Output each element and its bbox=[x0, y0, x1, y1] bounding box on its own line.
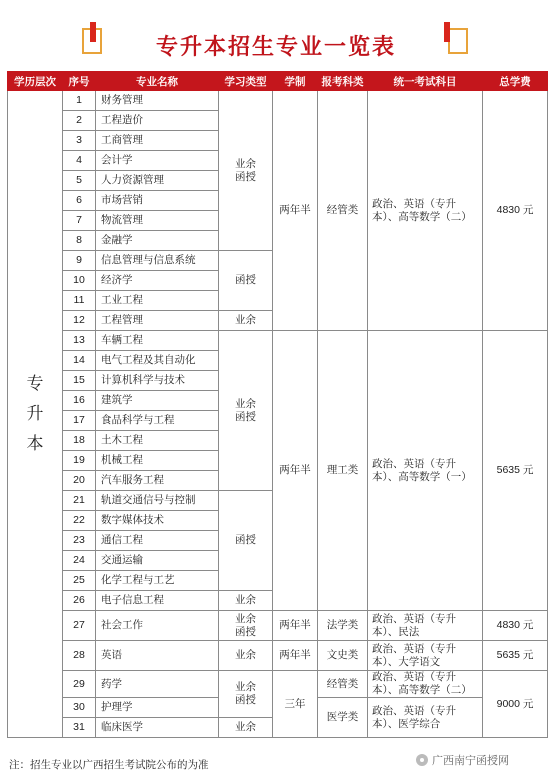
table-row bbox=[8, 91, 548, 111]
row-major: 英语 bbox=[96, 641, 219, 671]
row-major: 物流管理 bbox=[96, 211, 219, 231]
duration-cell: 两年半 bbox=[273, 331, 318, 611]
exam-cell: 政治、英语（专升本）、高等数学（二） bbox=[368, 671, 483, 698]
category-cell: 理工类 bbox=[318, 331, 368, 611]
row-major: 会计学 bbox=[96, 151, 219, 171]
row-no: 11 bbox=[63, 291, 96, 311]
footer-note: 注：招生专业以广西招生考试院公布的为准 bbox=[9, 759, 209, 771]
row-no: 21 bbox=[63, 491, 96, 511]
exam-cell: 政治、英语（专升本）、医学综合 bbox=[368, 698, 483, 738]
study-type-cell: 业余函授 bbox=[219, 331, 273, 491]
row-major: 食品科学与工程 bbox=[96, 411, 219, 431]
row-no: 8 bbox=[63, 231, 96, 251]
wechat-icon bbox=[416, 754, 428, 766]
row-no: 31 bbox=[63, 718, 96, 738]
category-cell: 经管类 bbox=[318, 671, 368, 698]
row-major: 信息管理与信息系统 bbox=[96, 251, 219, 271]
row-no: 17 bbox=[63, 411, 96, 431]
header-category: 报考科类 bbox=[318, 72, 368, 91]
row-no: 29 bbox=[63, 671, 96, 698]
row-no: 2 bbox=[63, 111, 96, 131]
row-major: 工程造价 bbox=[96, 111, 219, 131]
row-major: 建筑学 bbox=[96, 391, 219, 411]
duration-cell: 两年半 bbox=[273, 641, 318, 671]
title-decoration-right bbox=[438, 18, 478, 60]
row-no: 13 bbox=[63, 331, 96, 351]
row-major: 机械工程 bbox=[96, 451, 219, 471]
row-no: 18 bbox=[63, 431, 96, 451]
level-cell bbox=[8, 91, 63, 738]
table-row bbox=[8, 611, 548, 641]
row-major: 电子信息工程 bbox=[96, 591, 219, 611]
row-major: 工业工程 bbox=[96, 291, 219, 311]
header-study-type: 学习类型 bbox=[219, 72, 273, 91]
row-no: 28 bbox=[63, 641, 96, 671]
row-no: 19 bbox=[63, 451, 96, 471]
study-type-cell: 业余函授 bbox=[219, 611, 273, 641]
row-no: 12 bbox=[63, 311, 96, 331]
row-no: 23 bbox=[63, 531, 96, 551]
majors-table bbox=[7, 71, 548, 738]
row-no: 7 bbox=[63, 211, 96, 231]
study-type-cell: 业余 bbox=[219, 591, 273, 611]
watermark-text: 广西南宁函授网 bbox=[432, 755, 509, 767]
duration-cell: 两年半 bbox=[273, 611, 318, 641]
row-major: 数字媒体技术 bbox=[96, 511, 219, 531]
row-no: 3 bbox=[63, 131, 96, 151]
row-no: 5 bbox=[63, 171, 96, 191]
level-text: 专升本 bbox=[26, 374, 44, 453]
row-major: 护理学 bbox=[96, 698, 219, 718]
row-no: 14 bbox=[63, 351, 96, 371]
exam-cell: 政治、英语（专升本）、高等数学（二） bbox=[368, 91, 483, 331]
exam-cell: 政治、英语（专升本）、高等数学（一） bbox=[368, 331, 483, 611]
exam-cell: 政治、英语（专升本）、大学语文 bbox=[368, 641, 483, 671]
study-type-cell: 函授 bbox=[219, 491, 273, 591]
row-no: 27 bbox=[63, 611, 96, 641]
header-major: 专业名称 bbox=[96, 72, 219, 91]
row-major: 工程管理 bbox=[96, 311, 219, 331]
table-row bbox=[8, 331, 548, 351]
fee-cell: 4830 元 bbox=[483, 611, 548, 641]
study-type-cell: 业余函授 bbox=[219, 671, 273, 718]
study-type-cell: 业余 bbox=[219, 718, 273, 738]
row-major: 计算机科学与技术 bbox=[96, 371, 219, 391]
row-major: 交通运输 bbox=[96, 551, 219, 571]
table-header-row bbox=[8, 72, 548, 91]
row-major: 临床医学 bbox=[96, 718, 219, 738]
page-title: 专升本招生专业一览表 bbox=[155, 34, 396, 59]
row-major: 金融学 bbox=[96, 231, 219, 251]
row-major: 汽车服务工程 bbox=[96, 471, 219, 491]
study-type-cell: 业余 bbox=[219, 641, 273, 671]
fee-cell: 5635 元 bbox=[483, 641, 548, 671]
row-no: 16 bbox=[63, 391, 96, 411]
duration-cell: 两年半 bbox=[273, 91, 318, 331]
header-exam: 统一考试科目 bbox=[368, 72, 483, 91]
row-no: 1 bbox=[63, 91, 96, 111]
row-major: 药学 bbox=[96, 671, 219, 698]
row-major: 经济学 bbox=[96, 271, 219, 291]
row-no: 24 bbox=[63, 551, 96, 571]
row-major: 电气工程及其自动化 bbox=[96, 351, 219, 371]
table-row bbox=[8, 641, 548, 671]
study-type-cell: 业余 bbox=[219, 311, 273, 331]
row-no: 25 bbox=[63, 571, 96, 591]
row-no: 22 bbox=[63, 511, 96, 531]
row-no: 26 bbox=[63, 591, 96, 611]
row-no: 20 bbox=[63, 471, 96, 491]
watermark bbox=[416, 752, 509, 768]
row-no: 9 bbox=[63, 251, 96, 271]
title-area bbox=[0, 18, 552, 68]
row-major: 通信工程 bbox=[96, 531, 219, 551]
row-major: 土木工程 bbox=[96, 431, 219, 451]
header-no: 序号 bbox=[63, 72, 96, 91]
table-row bbox=[8, 671, 548, 698]
header-duration: 学制 bbox=[273, 72, 318, 91]
study-type-cell: 函授 bbox=[219, 251, 273, 311]
category-cell: 医学类 bbox=[318, 698, 368, 738]
row-major: 社会工作 bbox=[96, 611, 219, 641]
row-no: 15 bbox=[63, 371, 96, 391]
row-major: 财务管理 bbox=[96, 91, 219, 111]
row-major: 轨道交通信号与控制 bbox=[96, 491, 219, 511]
row-no: 4 bbox=[63, 151, 96, 171]
category-cell: 法学类 bbox=[318, 611, 368, 641]
duration-cell: 三年 bbox=[273, 671, 318, 738]
row-major: 工商管理 bbox=[96, 131, 219, 151]
study-type-cell: 业余函授 bbox=[219, 91, 273, 251]
row-major: 市场营销 bbox=[96, 191, 219, 211]
category-cell: 文史类 bbox=[318, 641, 368, 671]
row-no: 30 bbox=[63, 698, 96, 718]
category-cell: 经管类 bbox=[318, 91, 368, 331]
header-fee: 总学费 bbox=[483, 72, 548, 91]
row-major: 车辆工程 bbox=[96, 331, 219, 351]
fee-cell: 9000 元 bbox=[483, 671, 548, 738]
header-level: 学历层次 bbox=[8, 72, 63, 91]
row-no: 10 bbox=[63, 271, 96, 291]
fee-cell: 5635 元 bbox=[483, 331, 548, 611]
exam-cell: 政治、英语（专升本）、民法 bbox=[368, 611, 483, 641]
row-no: 6 bbox=[63, 191, 96, 211]
row-major: 化学工程与工艺 bbox=[96, 571, 219, 591]
row-major: 人力资源管理 bbox=[96, 171, 219, 191]
fee-cell: 4830 元 bbox=[483, 91, 548, 331]
